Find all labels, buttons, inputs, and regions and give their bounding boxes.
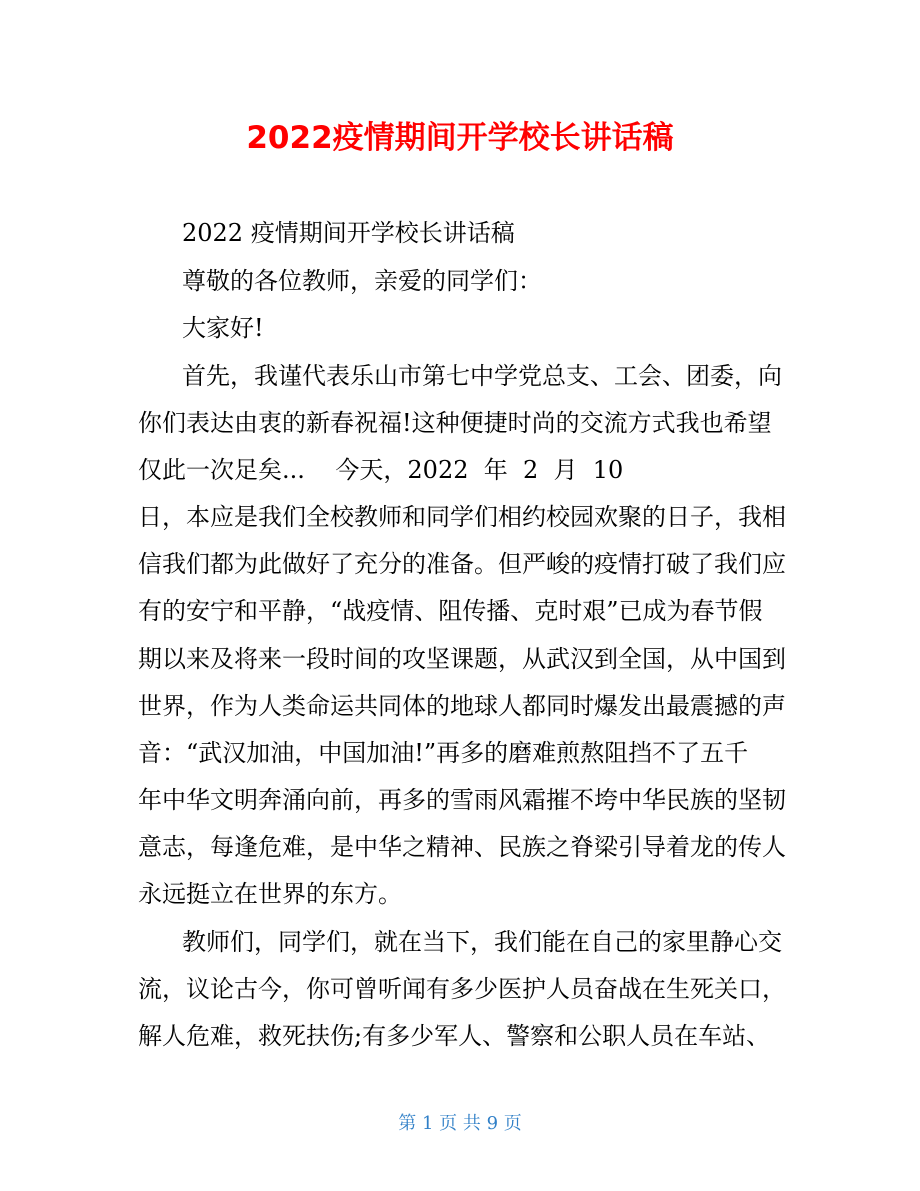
paragraph-line: 流，议论古今，你可曾听闻有多少医护人员奋战在生死关口，: [138, 975, 786, 1003]
paragraph-line: 意志，每逢危难，是中华之精神、民族之脊梁引导着龙的传人: [138, 833, 786, 861]
paragraph-line: 日，本应是我们全校教师和同学们相约校园欢聚的日子，我相: [138, 503, 786, 531]
paragraph-line: 你们表达由衷的新春祝福!这种便捷时尚的交流方式我也希望: [138, 409, 772, 437]
greeting-line: 大家好!: [182, 314, 264, 342]
paragraph-line: 世界，作为人类命运共同体的地球人都同时爆发出最震撼的声: [138, 692, 786, 720]
paragraph-line: 首先，我谨代表乐山市第七中学党总支、工会、团委，向: [182, 362, 782, 390]
document-title: 2022疫情期间开学校长讲话稿: [246, 120, 674, 156]
paragraph-line: 音：“武汉加油，中国加油!”再多的磨难煎熬阻挡不了五千: [138, 739, 749, 767]
page-number: 第 1 页 共 9 页: [398, 1113, 522, 1134]
paragraph-line: 解人危难，救死扶伤;有多少军人、警察和公职人员在车站、: [138, 1022, 771, 1050]
salutation-line: 尊敬的各位教师，亲爱的同学们：: [182, 267, 542, 295]
paragraph-line: 仅此一次足矣... 今天，2022 年 2 月 10: [138, 456, 624, 484]
paragraph-line: 信我们都为此做好了充分的准备。但严峻的疫情打破了我们应: [138, 550, 786, 578]
paragraph-line: 有的安宁和平静，“战疫情、阻传播、克时艰”已成为春节假: [138, 597, 763, 625]
paragraph-line: 教师们，同学们，就在当下，我们能在自己的家里静心交: [182, 928, 782, 956]
paragraph-line: 年中华文明奔涌向前，再多的雪雨风霜摧不垮中华民族的坚韧: [138, 786, 786, 814]
paragraph-line: 期以来及将来一段时间的攻坚课题，从武汉到全国，从中国到: [138, 645, 786, 673]
heading-line: 2022 疫情期间开学校长讲话稿: [182, 219, 515, 247]
paragraph-line: 永远挺立在世界的东方。: [138, 880, 402, 908]
